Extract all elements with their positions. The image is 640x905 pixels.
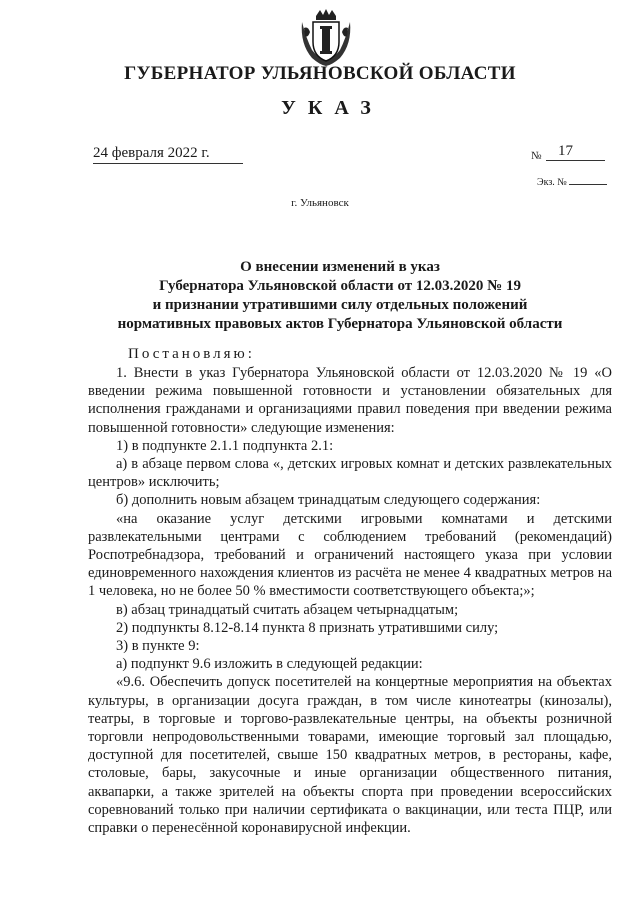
paragraph: а) подпункт 9.6 изложить в следующей редакции: bbox=[116, 656, 423, 673]
number-label: № bbox=[531, 150, 542, 162]
resolve-word: Постановляю: bbox=[128, 346, 255, 362]
document-date: 24 февраля 2022 г. bbox=[93, 145, 243, 164]
paragraph: б) дополнить новым абзацем тринадцатым следующего содержания: bbox=[116, 492, 541, 509]
document-type: УКАЗ bbox=[281, 97, 383, 119]
paragraph: «9.6. Обеспечить допуск посетителей на концертные мероприятия на объектах культуры, в организации досуга граждан, в том числе кинотеатры (кинозалы), театры, в торговые и торгово-развлекательные центры, на объекты розничной торговли непродовольственными товарами, имеющие торговый зал площадью, доступной для посетителей, свыше 150 квадратных метров, в рестораны, кафе, столовые, бары, закусочные и иные организации общественного питания, аквапарки, а также зрителей на объекты спорта при проведении всероссийских соревнований только при наличии сертификата о вакцинации, или теста ПЦР, или справки о перенесённой коронавирусной инфекции. bbox=[88, 674, 612, 837]
heading-line: О внесении изменений в указ bbox=[240, 259, 440, 275]
copy-number-blank bbox=[569, 184, 607, 185]
paragraph: 2) подпункты 8.12-8.14 пункта 8 признать утратившими силу; bbox=[116, 619, 499, 636]
paragraph: 3) в пункте 9: bbox=[116, 638, 200, 655]
heading-line: и признании утратившими силу отдельных положений bbox=[152, 297, 528, 313]
copy-number bbox=[537, 177, 607, 188]
document-number: 17 bbox=[546, 143, 605, 161]
coat-of-arms-icon bbox=[298, 8, 354, 68]
document-heading bbox=[80, 258, 600, 334]
paragraph: «на оказание услуг детскими игровыми комнатами и детскими развлекательными центрами с соблюдением требований (рекомендаций) Роспотребнадзора, требований и ограничений настоящего указа при условии единовременного нахождения клиентов из расчёта не менее 4 квадратных метров на 1 человека, но не более 50 % вместимости соответствующего объекта;»; bbox=[88, 510, 612, 600]
paragraph: 1. Внести в указ Губернатора Ульяновской области от 12.03.2020 № 19 «О введении режима повышенной готовности и установлении обязательных для исполнения гражданами и организациями правил поведения при введении режима повышенной готовности» следующие изменения: bbox=[88, 365, 612, 436]
city: г. Ульяновск bbox=[291, 197, 349, 209]
decree-body bbox=[88, 364, 612, 837]
copy-number-label: Экз. № bbox=[537, 177, 567, 188]
paragraph: а) в абзаце первом слова «, детских игровых комнат и детских развлекательных центров» исключить; bbox=[88, 456, 612, 491]
heading-line: Губернатора Ульяновской области от 12.03.2020 № 19 bbox=[159, 278, 521, 294]
heading-line: нормативных правовых актов Губернатора Ульяновской области bbox=[117, 316, 563, 332]
issuing-authority: ГУБЕРНАТОР УЛЬЯНОВСКОЙ ОБЛАСТИ bbox=[124, 63, 516, 84]
paragraph: в) абзац тринадцатый считать абзацем четырнадцатым; bbox=[116, 601, 459, 618]
paragraph: 1) в подпункте 2.1.1 подпункта 2.1: bbox=[116, 437, 334, 454]
